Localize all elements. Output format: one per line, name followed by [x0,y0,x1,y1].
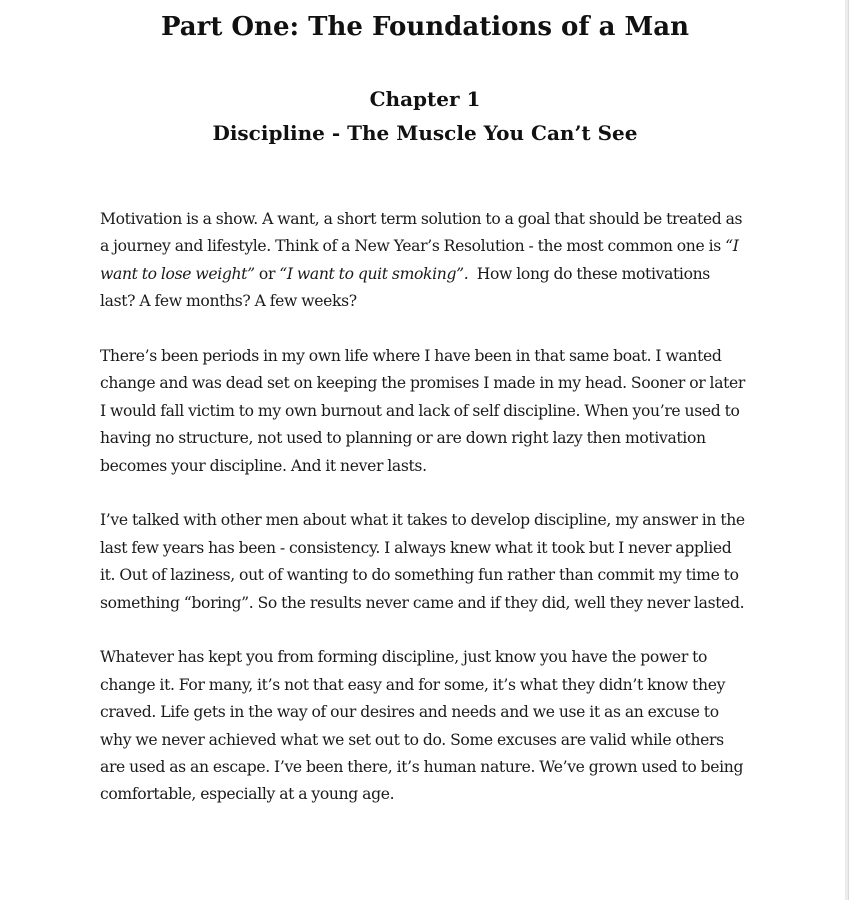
chapter-subtitle: Discipline - The Muscle You Can’t See [212,121,638,145]
paragraph-1-ending: How long do these motivations last? A few months? A few weeks? [100,264,715,311]
paragraph-1-connector: or [254,264,280,283]
part-title: Part One: The Foundations of a Man [160,12,690,42]
paragraph-2: There’s been periods in my own life where I have been in that same boat. I wanted change and was dead set on keeping the promises I made in my head. Sooner or later I would fall victim to my own burnout and lack of self discipline. When you’re used to having no structure, not used to planning or are down right lazy then motivation becomes your discipline. And it never lasts. [100,347,746,475]
chapter-body [100,206,748,836]
paragraph-3: I’ve talked with other men about what it takes to develop discipline, my answer in the last few years has been - consistency. I always knew what it took but I never applied it. Out of laziness, out of wanting to do something fun rather than commit my time to something “boring”. So the results never came and if they did, well they never lasted. [100,511,745,612]
paragraph-4: Whatever has kept you from forming discipline, just know you have the power to change it. For many, it’s not that easy and for some, it’s what they didn’t know they craved. Life gets in the way of our desires and needs and we use it as an excuse to why we never achieved what we set out to do. Some excuses are valid while others are used as an escape. I’ve been there, it’s human nature. We’ve grown used to being comfortable, especially at a young age. [100,648,744,804]
paragraph-1-text: Motivation is a show. A want, a short term solution to a goal that should be treated as a journey and lifestyle. Think of a New Year’s Resolution - the most common one is [100,210,743,256]
quote-lose-weight: “I want to lose weight” [100,237,739,283]
paragraph-1 [100,206,748,316]
chapter-label: Chapter 1 [369,87,481,111]
quote-quit-smoking: “I want to quit smoking”. [279,264,469,283]
